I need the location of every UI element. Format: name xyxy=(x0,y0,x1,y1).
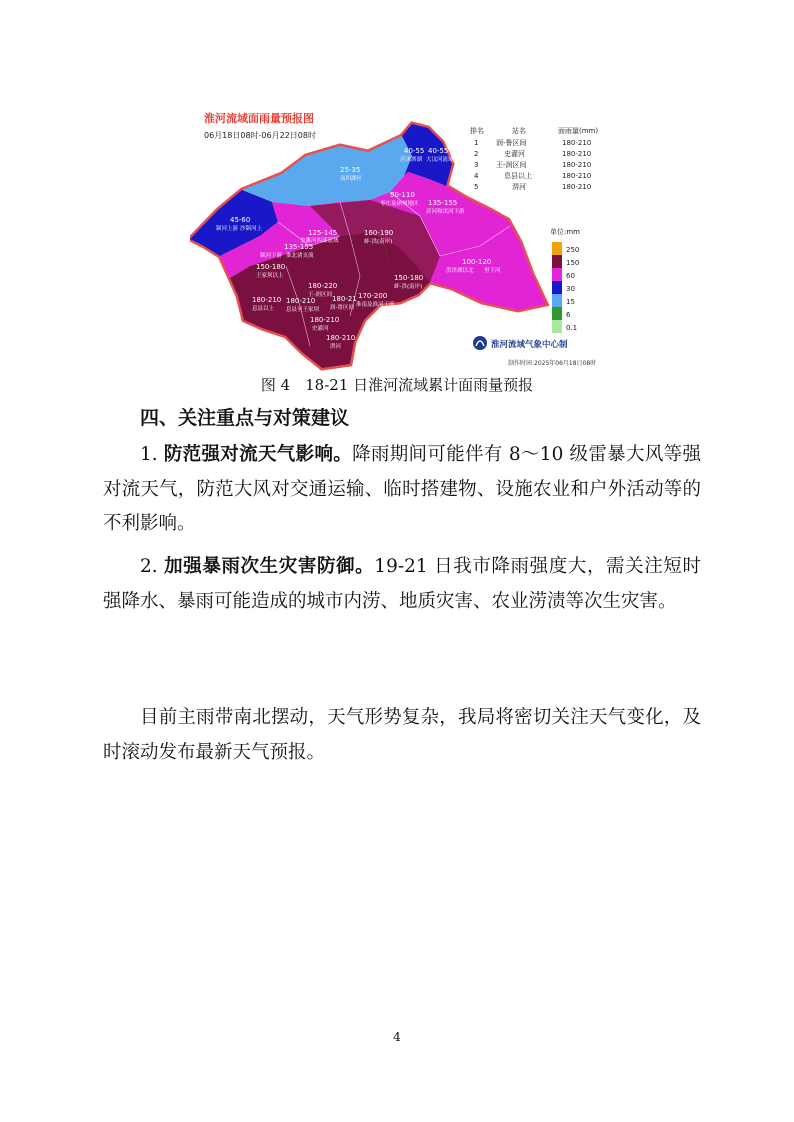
rank-cell: 2 xyxy=(474,150,479,158)
ranking-table xyxy=(470,126,598,191)
item-2-lead: 2. xyxy=(140,556,165,577)
region-label: 洪泽湖以北 xyxy=(446,268,474,274)
region-label: 150-180 xyxy=(256,263,286,271)
rank-header: 排名 xyxy=(470,127,484,135)
region-label: 蚌-洪(南岸) xyxy=(364,239,393,245)
legend-label: 6 xyxy=(566,311,571,319)
region-label: 淮北诸支流 xyxy=(286,253,314,259)
rank-cell: 王-润区间 xyxy=(496,161,527,169)
legend-label: 60 xyxy=(566,272,575,280)
item-1 xyxy=(103,438,701,542)
region-label: 100-120 xyxy=(462,258,492,266)
item-1-lead: 1. xyxy=(140,444,164,465)
region-label: 135-155 xyxy=(428,199,458,207)
center-name: 淮河流域气象中心制 xyxy=(491,340,568,350)
legend-label: 150 xyxy=(566,259,580,267)
item-2 xyxy=(103,550,701,619)
region-label: 淮南及淮河干流 xyxy=(356,302,395,308)
legend-swatch xyxy=(552,294,562,307)
item-2-bold: 加强暴雨次生灾害防御。 xyxy=(164,556,375,577)
rank-cell: 4 xyxy=(474,172,479,180)
legend-swatch xyxy=(552,307,562,320)
center-logo-icon xyxy=(473,336,487,350)
rank-cell: 5 xyxy=(474,183,479,191)
rank-cell: 180-210 xyxy=(562,139,592,147)
region-label: 王家坝以上 xyxy=(256,273,284,279)
rank-cell: 3 xyxy=(474,161,479,169)
region-label: 25-35 xyxy=(340,166,361,174)
region-label: 180-210 xyxy=(326,334,356,342)
legend-label: 250 xyxy=(566,246,580,254)
rank-cell: 史灌河 xyxy=(504,150,525,158)
region-label: 150-180 xyxy=(394,274,424,282)
rank-header: 面雨量(mm) xyxy=(558,127,599,135)
region-label: 90-110 xyxy=(390,191,415,199)
region-label: 南四湖区 xyxy=(340,176,363,182)
legend-label: 30 xyxy=(566,285,575,293)
region-label: 里下河 xyxy=(484,268,501,274)
rank-cell: 润-鲁区间 xyxy=(496,139,527,147)
item-1-text: 降雨期间可能伴有 8～10 级雷暴大风等强对流天气，防范大风对交通运输、临时搭建物、设施农业和户外活动等的不利影响。 xyxy=(103,444,701,534)
legend-swatch xyxy=(552,255,562,268)
page-number: 4 xyxy=(393,1030,401,1044)
region-label: 180-210 xyxy=(252,296,282,304)
region-label: 润-鲁区间 xyxy=(330,305,354,311)
closing-paragraph: 目前主雨带南北摆动，天气形势复杂，我局将密切关注天气变化，及时滚动发布最新天气预报。 xyxy=(103,707,701,763)
color-legend xyxy=(550,227,580,333)
region-label: 颍河下游 xyxy=(260,253,283,259)
region-label: 180-21 xyxy=(332,295,357,303)
region-label: 180-210 xyxy=(310,316,340,324)
rank-cell: 180-210 xyxy=(562,161,592,169)
region-label: 沙颍河上 xyxy=(240,226,263,232)
legend-swatch xyxy=(552,320,562,333)
region-label: 大汶河流域 xyxy=(426,157,454,163)
region-label: 沂沭泗湖 xyxy=(400,157,423,163)
region-label: 淠河 xyxy=(330,344,342,350)
region-label: 息县以上 xyxy=(252,306,275,312)
rank-cell: 淠河 xyxy=(512,183,526,191)
region-label: 160-190 xyxy=(364,229,394,237)
region-label: 40-55 xyxy=(428,147,449,155)
item-1-bold: 防范强对流天气影响。 xyxy=(163,444,353,465)
region-label: 180-220 xyxy=(308,282,338,290)
made-time: 制作时间:2025年06月18日08时 xyxy=(508,360,597,367)
legend-swatch xyxy=(552,242,562,255)
rank-header: 站名 xyxy=(512,127,526,135)
rank-cell: 180-210 xyxy=(562,183,592,191)
map-title: 淮河流域面雨量预报图 xyxy=(204,112,314,125)
region-label: 45-60 xyxy=(230,216,251,224)
region-label: 125-145 xyxy=(308,229,338,237)
legend-label: 0.1 xyxy=(566,324,578,332)
rank-cell: 180-210 xyxy=(562,172,592,180)
rank-cell: 1 xyxy=(474,139,479,147)
map-subtitle: 06月18日08时-06月22日08时 xyxy=(204,131,316,140)
legend-swatch xyxy=(552,268,562,281)
region-label: 170-200 xyxy=(358,292,388,300)
figure-caption: 图 4 18-21 日淮河流域累计面雨量预报 xyxy=(260,376,534,394)
rank-cell: 180-210 xyxy=(562,150,592,158)
region-label: 蚌-洪(南岸) xyxy=(394,284,423,290)
legend-unit: 单位:mm xyxy=(550,228,580,236)
region-label: 史灌河 xyxy=(312,326,329,332)
center-logo xyxy=(473,336,596,367)
region-label: 息县至王家坝 xyxy=(286,307,320,313)
region-label: 180-210 xyxy=(286,297,316,305)
legend-swatch xyxy=(552,281,562,294)
region-label: 沂河和沭河下游 xyxy=(426,209,465,215)
rainfall-forecast-map xyxy=(190,106,620,374)
region-label: 40-55 xyxy=(404,147,425,155)
region-label: 颍河上游 xyxy=(216,226,239,232)
region-label: 135-155 xyxy=(284,243,314,251)
region-label: 枣庄及徐州地区 xyxy=(380,201,419,207)
legend-label: 15 xyxy=(566,298,575,306)
region-label: 奎濉河西部流域 xyxy=(300,238,339,244)
rank-cell: 息县以上 xyxy=(504,172,532,180)
section-heading: 四、关注重点与对策建议 xyxy=(140,407,350,429)
region-label: 王-润区间 xyxy=(308,292,332,298)
item-2-text: 19-21 日我市降雨强度大，需关注短时强降水、暴雨可能造成的城市内涝、地质灾害、农业涝渍等次生灾害。 xyxy=(103,556,701,612)
